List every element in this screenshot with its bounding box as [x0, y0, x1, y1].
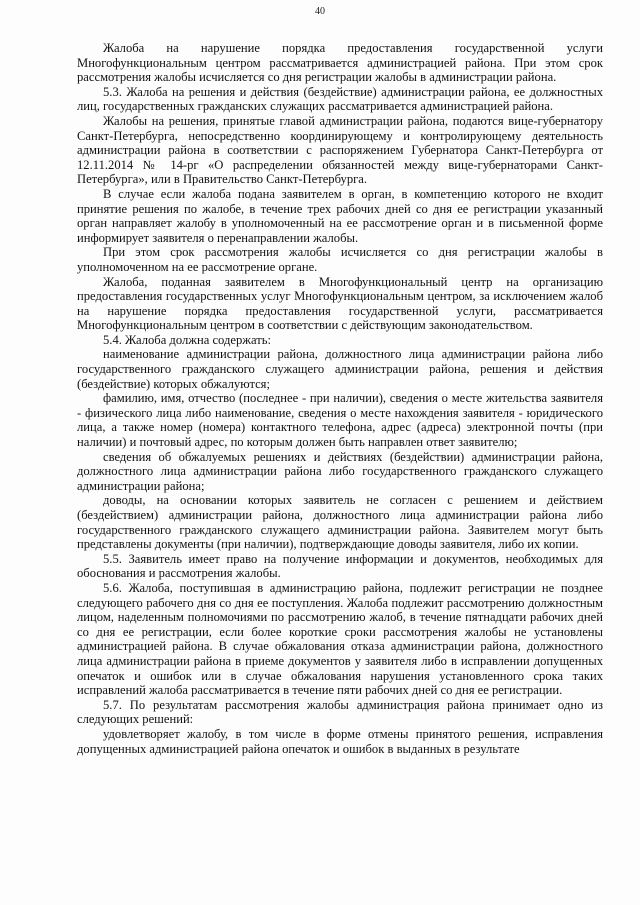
paragraph: доводы, на основании которых заявитель не согласен с решением и действием (бездействием) администрации района, должностного лица администрации района либо государственного гражданского служащего администрации района. Заявителем могут быть представлены документы (при наличии), подтверждающие доводы заявителя, либо их копии.: [77, 493, 603, 552]
paragraph: наименование администрации района, должностного лица администрации района либо государственного гражданского служащего администрации района, решения и действия (бездействие) которых обжалуются;: [77, 347, 603, 391]
paragraph: 5.4. Жалоба должна содержать:: [103, 332, 271, 347]
paragraph: 5.3. Жалоба на решения и действия (бездействие) администрации района, ее должностных лиц, государственных гражданских служащих рассматривается администрацией района.: [77, 84, 603, 114]
paragraph: Жалоба, поданная заявителем в Многофункциональный центр на организацию предоставления государственных услуг Многофункциональным центром, за исключением жалоб на нарушение порядка предоставления государственной услуги, рассматривается Многофункциональным центром в соответствии с действующим законодательством.: [77, 274, 603, 333]
paragraph: Жалобы на решения, принятые главой администрации района, подаются вице-губернатору Санкт-Петербурга, непосредственно координирующему и контролирующему деятельность администрации района в соответствии с распоряжением Губернатора Санкт-Петербурга от 12.11.2014 № 14-рг «О распределении обязанностей между вице-губернаторами Санкт-Петербурга», или в Правительство Санкт-Петербурга.: [77, 113, 603, 187]
paragraph: сведения об обжалуемых решениях и действиях (бездействии) администрации района, должностного лица администрации района либо государственного гражданского служащего администрации района;: [77, 449, 603, 493]
paragraph: 5.7. По результатам рассмотрения жалобы администрация района принимает одно из следующих решений:: [77, 697, 603, 727]
page-number: 40: [315, 6, 325, 17]
paragraph: фамилию, имя, отчество (последнее - при наличии), сведения о месте жительства заявителя - физического лица либо наименование, сведения о месте нахождения заявителя - юридического лица, а также номер (номера) контактного телефона, адрес (адреса) электронной почты (при наличии) и почтовый адрес, по которым должен быть направлен ответ заявителю;: [77, 391, 603, 450]
paragraph: 5.5. Заявитель имеет право на получение информации и документов, необходимых для обоснования и рассмотрения жалобы.: [77, 551, 603, 581]
paragraph: 5.6. Жалоба, поступившая в администрацию района, подлежит регистрации не позднее следующего рабочего дня со дня ее поступления. Жалоба подлежит рассмотрению должностным лицом, наделенным полномочиями по рассмотрению жалоб, в течение пятнадцати рабочих дней со дня ее регистрации, если более короткие сроки рассмотрения жалобы не установлены администрацией района. В случае обжалования отказа администрации района, должностного лица администрации района в приеме документов у заявителя либо в исправлении допущенных опечаток и ошибок или в случае обжалования нарушения установленного срока таких исправлений жалоба рассматривается в течение пяти рабочих дней со дня ее регистрации.: [77, 580, 603, 698]
paragraph: В случае если жалоба подана заявителем в орган, в компетенцию которого не входит принятие решения по жалобе, в течение трех рабочих дней со дня ее регистрации указанный орган направляет жалобу в уполномоченный на ее рассмотрение орган и в письменной форме информирует заявителя о перенаправлении жалобы.: [77, 186, 603, 245]
document-body: [77, 41, 603, 756]
paragraph: При этом срок рассмотрения жалобы исчисляется со дня регистрации жалобы в уполномоченном на ее рассмотрение органе.: [77, 245, 603, 274]
paragraph: Жалоба на нарушение порядка предоставления государственной услуги Многофункциональным центром рассматривается администрацией района. При этом срок рассмотрения жалобы исчисляется со дня регистрации жалобы в администрации района.: [77, 41, 603, 85]
paragraph: удовлетворяет жалобу, в том числе в форме отмены принятого решения, исправления допущенных администрацией района опечаток и ошибок в выданных в результате: [77, 726, 603, 756]
